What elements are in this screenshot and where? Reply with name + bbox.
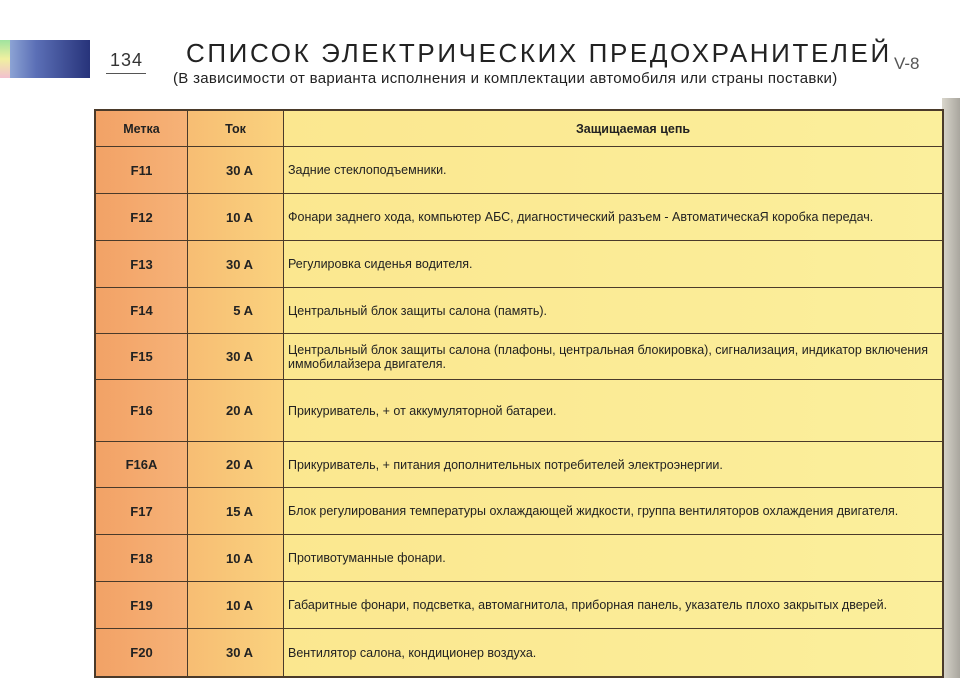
row-label: F20 <box>96 629 188 676</box>
row-label: F12 <box>96 194 188 241</box>
row-label: F17 <box>96 488 188 535</box>
row-label: F19 <box>96 582 188 629</box>
row-circuit: Прикуриватель, + питания дополнительных потребителей электроэнергии. <box>284 442 942 488</box>
row-current: 5 A <box>188 288 284 334</box>
row-current: 30 A <box>188 147 284 194</box>
row-current: 20 A <box>188 380 284 442</box>
row-current: 30 A <box>188 241 284 288</box>
row-label: F16A <box>96 442 188 488</box>
row-current: 30 A <box>188 334 284 380</box>
column-header-circuit: Защищаемая цепь <box>284 111 942 147</box>
row-circuit: Фонари заднего хода, компьютер АБС, диагностический разъем - АвтоматическаЯ коробка передач. <box>284 194 942 241</box>
row-current: 10 A <box>188 194 284 241</box>
row-circuit: Задние стеклоподъемники. <box>284 147 942 194</box>
page-number: 134 <box>110 50 144 70</box>
fuse-table <box>94 109 944 678</box>
row-circuit: Прикуриватель, + от аккумуляторной батареи. <box>284 380 942 442</box>
page-subtitle: (В зависимости от варианта исполнения и комплектации автомобиля или страны поставки) <box>173 70 838 87</box>
row-circuit: Вентилятор салона, кондиционер воздуха. <box>284 629 942 676</box>
row-label: F15 <box>96 334 188 380</box>
section-code: V-8 <box>894 54 920 73</box>
row-circuit: Центральный блок защиты салона (плафоны, центральная блокировка), сигнализация, индикатор включения иммобилайзера двигателя. <box>284 334 942 380</box>
row-label: F11 <box>96 147 188 194</box>
page-title: СПИСОК ЭЛЕКТРИЧЕСКИХ ПРЕДОХРАНИТЕЛЕЙ <box>186 38 892 68</box>
column-header-current: Ток <box>188 111 284 147</box>
row-circuit: Габаритные фонари, подсветка, автомагнитола, приборная панель, указатель плохо закрытых дверей. <box>284 582 942 629</box>
decorative-color-bar <box>0 40 90 78</box>
row-label: F13 <box>96 241 188 288</box>
row-circuit: Блок регулирования температуры охлаждающей жидкости, группа вентиляторов охлаждения двигателя. <box>284 488 942 535</box>
row-current: 15 A <box>188 488 284 535</box>
row-current: 30 A <box>188 629 284 676</box>
row-circuit: Центральный блок защиты салона (память). <box>284 288 942 334</box>
row-circuit: Регулировка сиденья водителя. <box>284 241 942 288</box>
row-label: F16 <box>96 380 188 442</box>
row-current: 10 A <box>188 535 284 582</box>
page-edge-shadow <box>942 98 960 678</box>
row-label: F14 <box>96 288 188 334</box>
page-number-underline <box>106 73 146 74</box>
row-current: 10 A <box>188 582 284 629</box>
column-header-label: Метка <box>96 111 188 147</box>
row-circuit: Противотуманные фонари. <box>284 535 942 582</box>
row-label: F18 <box>96 535 188 582</box>
row-current: 20 A <box>188 442 284 488</box>
